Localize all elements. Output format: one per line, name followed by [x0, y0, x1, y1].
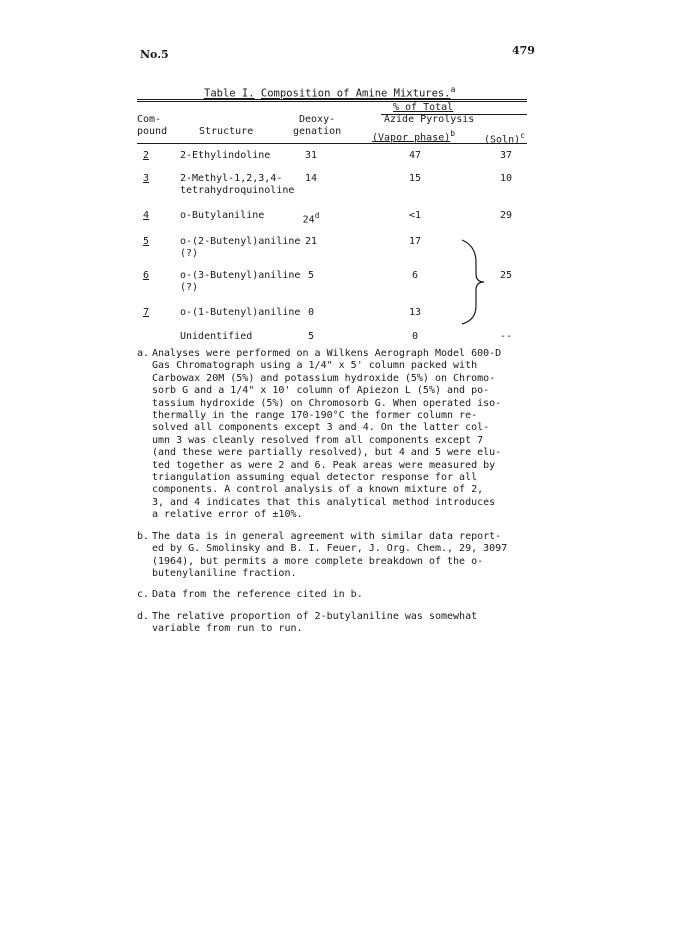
table-header-rule — [137, 143, 527, 144]
footnote-label: d. — [137, 610, 150, 622]
table-top-rule — [137, 99, 527, 100]
page-number: 479 — [512, 44, 535, 57]
structure-name: o-(1-Butenyl)aniline — [180, 307, 301, 318]
header-vapor — [372, 128, 455, 144]
deoxygenation-value: 5 — [307, 270, 315, 281]
solution-value: 37 — [499, 150, 513, 161]
header-vapor-marker: b — [450, 129, 456, 138]
footnote-d — [137, 611, 537, 636]
footnote-a — [137, 348, 537, 522]
structure-name: 2-Ethylindoline — [180, 150, 271, 161]
footnote-text: Data from the reference cited in b. — [152, 589, 363, 601]
header-vapor-text: (Vapor phase) — [372, 132, 451, 144]
compound-number: 3 — [143, 173, 150, 184]
footnote-label: b. — [137, 530, 150, 542]
deoxygenation-number: 24 — [302, 214, 315, 226]
header-soln-marker: c — [520, 131, 525, 140]
vapor-phase-value: 17 — [408, 236, 422, 247]
compound-number: 4 — [143, 210, 150, 221]
header-deoxy-1: Deoxy- — [299, 114, 336, 125]
table-title-prefix: Table I. — [204, 87, 255, 100]
vapor-phase-value: 15 — [408, 173, 422, 184]
vapor-phase-value: 47 — [408, 150, 422, 161]
structure-name: o-Butylaniline — [180, 210, 265, 221]
deoxygenation-value: 14 — [304, 173, 318, 184]
header-soln — [484, 130, 525, 146]
vapor-phase-value: <1 — [408, 210, 422, 221]
solution-value: 25 — [499, 270, 513, 281]
structure-name-line-2: (?) — [180, 248, 199, 259]
solution-value: -- — [499, 331, 513, 342]
deoxygenation-value: 0 — [307, 307, 315, 318]
solution-value: 29 — [499, 210, 513, 221]
footnote-text: The data is in general agreement with similar data report- ed by G. Smolinsky and B. I. Feuer, J. Org. Chem., 29, 3097 (1964), but permits a more complete breakdown of the o- butenylaniline fraction. — [152, 530, 508, 579]
deoxygenation-value: 31 — [304, 150, 318, 161]
structure-name-line-2: tetrahydroquinoline — [180, 185, 295, 196]
header-structure: Structure — [199, 126, 254, 137]
footnote-label: a. — [137, 348, 150, 359]
header-group-title-text: % of Total — [393, 102, 454, 113]
compound-number: 6 — [143, 270, 150, 281]
structure-name: o-(3-Butenyl)aniline — [180, 270, 301, 281]
header-group-title — [393, 102, 453, 114]
structure-name: Unidentified — [180, 331, 253, 342]
header-pyrolysis: Azide Pyrolysis — [384, 114, 475, 125]
deoxygenation-value: 21 — [304, 236, 318, 247]
footnote-b — [137, 531, 537, 581]
structure-name: 2-Methyl-1,2,3,4- — [180, 173, 283, 184]
header-compound-2: pound — [137, 126, 168, 137]
table-top-rule-2 — [137, 101, 527, 102]
table-title-text: Composition of Amine Mixtures. — [260, 87, 451, 100]
solution-value: 10 — [499, 173, 513, 184]
deoxygenation-value: 5 — [307, 331, 315, 342]
structure-name-line-2: (?) — [180, 282, 199, 293]
compound-number: 2 — [143, 150, 150, 161]
footnote-label: c. — [137, 589, 150, 601]
compound-number: 7 — [143, 307, 150, 318]
vapor-phase-value: 0 — [411, 331, 419, 342]
table-title-marker: a — [450, 85, 456, 94]
table-footnotes — [137, 348, 537, 645]
journal-issue: No.5 — [140, 48, 169, 61]
footnote-text: The relative proportion of 2-butylaniline was somewhat variable from run to run. — [152, 610, 478, 635]
header-compound-1: Com- — [137, 114, 162, 125]
grouping-brace-icon — [458, 236, 488, 328]
compound-number: 5 — [143, 236, 150, 247]
deoxygenation-value — [296, 210, 326, 226]
footnote-text: Analyses were performed on a Wilkens Aerograph Model 600-D Gas Chromatograph using a 1/4" x 5' column packed with Carbowax 20M (5%) and potassium hydroxide (5%) on Chromo- sorb G and a 1/4" x 10' column of Apiezon L (5%) and po- tassium hydroxide (5%) on Chromosorb G. When operated iso- thermally in the range 170-190°C the former column re- solved all components except 3 and 4. On the latter col- umn 3 was cleanly resolved from all components except 7 (and these were partially resolved), but 4 and 5 were elu- ted together as were 2 and 6. Peak areas were measured by triangulation assuming equal detector response for all components. A control analysis of a known mixture of 2, 3, and 4 indicates that this analytical method introduces a relative error of ±10%. — [152, 348, 502, 521]
vapor-phase-value: 13 — [408, 307, 422, 318]
header-soln-text: (Soln) — [484, 134, 521, 146]
footnote-c — [137, 589, 537, 601]
deoxygenation-marker: d — [314, 211, 320, 220]
vapor-phase-value: 6 — [411, 270, 419, 281]
header-deoxy-2: genation — [293, 126, 342, 137]
table-title — [204, 85, 455, 100]
structure-name: o-(2-Butenyl)aniline — [180, 236, 301, 247]
